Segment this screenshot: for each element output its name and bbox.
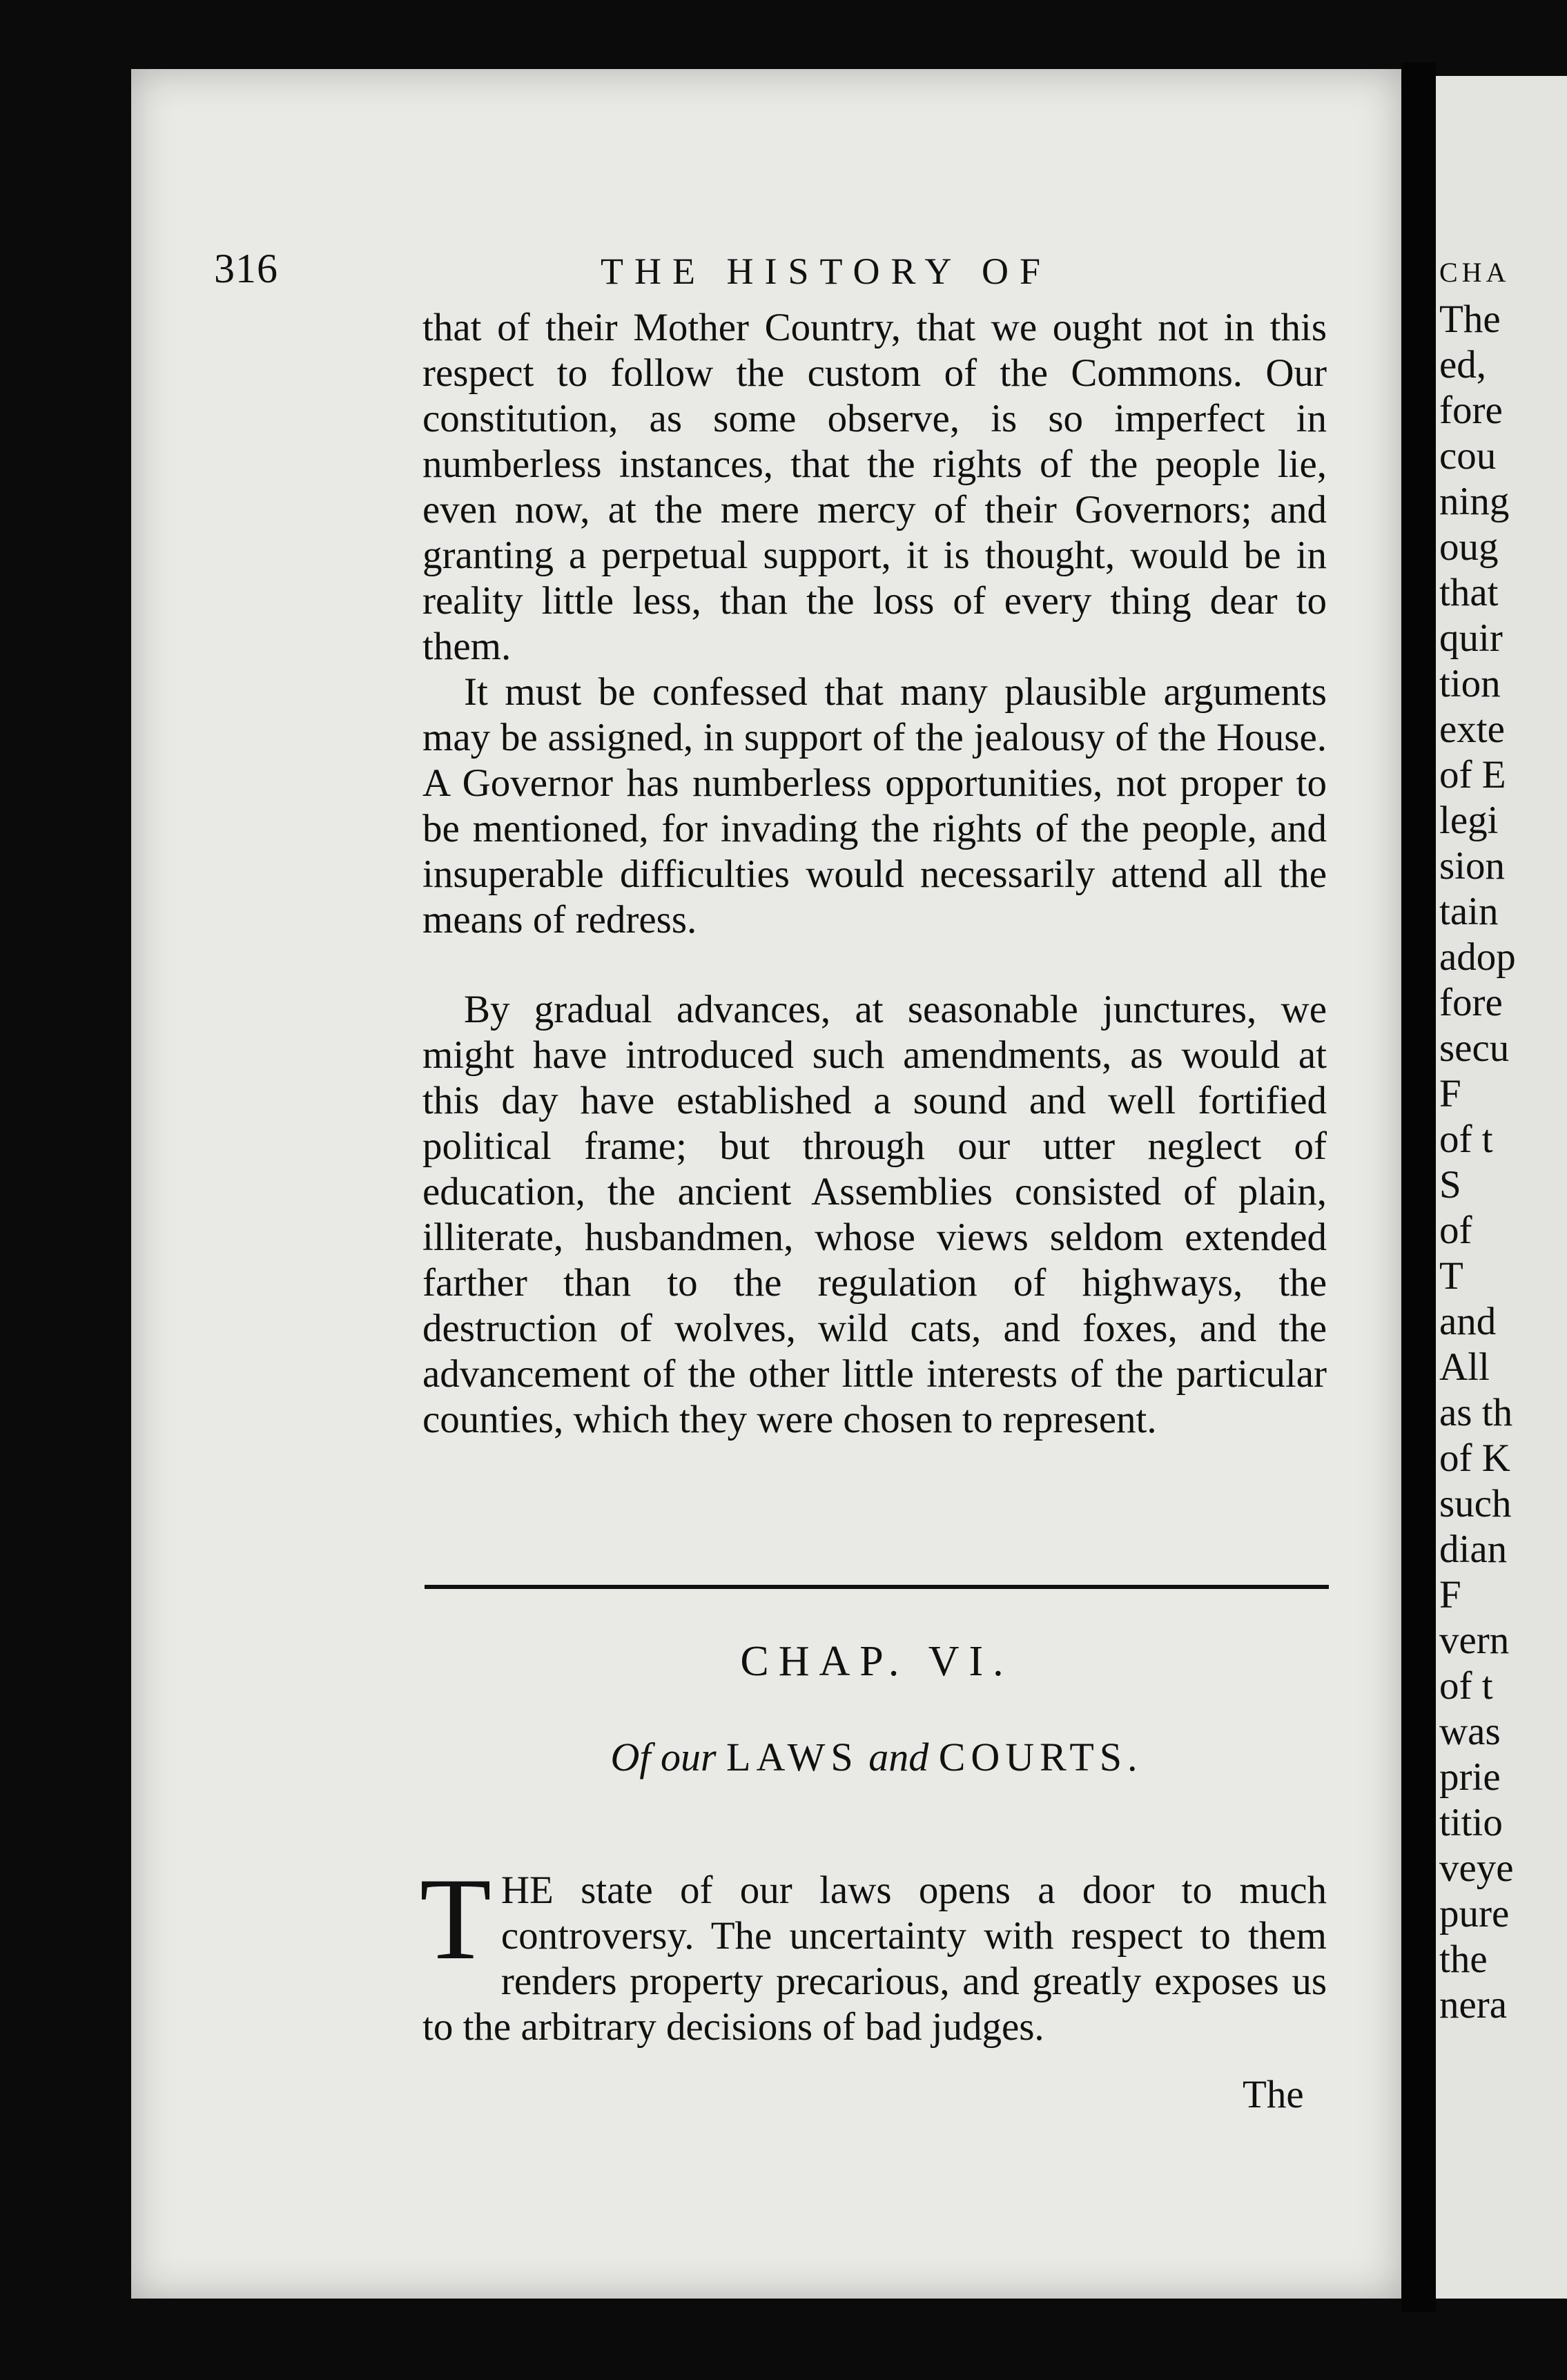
- running-head: THE HISTORY OF: [601, 251, 1052, 292]
- subtitle-word: and: [868, 1735, 929, 1779]
- right-line-fragment: tain: [1439, 890, 1499, 933]
- paragraph: [422, 670, 1327, 943]
- right-line-fragment: secu: [1439, 1026, 1510, 1070]
- paragraph-continued: [422, 305, 1327, 670]
- right-line-fragment: F: [1439, 1573, 1461, 1617]
- right-line-fragment: fore: [1439, 389, 1503, 432]
- right-line-fragment: oug: [1439, 525, 1499, 569]
- paragraph: [422, 987, 1327, 1443]
- paragraph-text: that of their Mother Country, that we ought not in this respect to follow the custom of the Commons. Our constitution, as some observe, is so imperfect in numberless instances, that the rights of the people lie, even now, at the mere mercy of their Governors; and granting a perpetual support, it is thought, would be in reality little less, than the loss of every thing dear to them.: [422, 306, 1327, 668]
- right-line-fragment: and: [1439, 1300, 1497, 1343]
- right-line-fragment: of t: [1439, 1664, 1493, 1708]
- drop-cap: T: [420, 1854, 491, 1984]
- right-line-fragment: was: [1439, 1710, 1501, 1753]
- right-line-fragment: as th: [1439, 1391, 1513, 1434]
- right-line-fragment: quir: [1439, 616, 1503, 660]
- paragraph-text: It must be confessed that many plausible arguments may be assigned, in support of the jealousy of the House. A Governor has numberless opportunities, not proper to be mentioned, for invading the rights of the people, and insuperable difficulties would necessarily attend all the means of redress.: [422, 670, 1327, 942]
- right-line-fragment: ning: [1439, 480, 1510, 523]
- right-line-fragment: legi: [1439, 799, 1499, 842]
- chapter-subtitle: [425, 1734, 1329, 1780]
- right-line-fragment: adop: [1439, 935, 1516, 979]
- right-line-fragment: The: [1439, 298, 1501, 341]
- page-number: 316: [214, 246, 278, 291]
- subtitle-word: COURTS.: [938, 1735, 1143, 1779]
- right-line-fragment: titio: [1439, 1801, 1503, 1844]
- catchword: The: [1243, 2073, 1304, 2116]
- right-line-fragment: of K: [1439, 1436, 1510, 1480]
- right-line-fragment: exte: [1439, 708, 1505, 751]
- right-line-fragment: sion: [1439, 844, 1506, 888]
- right-line-fragment: the: [1439, 1938, 1488, 1981]
- subtitle-word: LAWS: [726, 1735, 859, 1779]
- right-line-fragment: F: [1439, 1072, 1461, 1115]
- right-line-fragment: T: [1439, 1254, 1463, 1298]
- book-gutter: [1401, 62, 1436, 2312]
- subtitle-word: Of: [610, 1735, 651, 1779]
- right-line-fragment: of t: [1439, 1118, 1493, 1161]
- right-page-text-fragments: [1439, 250, 1567, 2028]
- right-line-fragment: ed,: [1439, 343, 1487, 387]
- chapter-divider-rule: [425, 1585, 1329, 1589]
- right-line-fragment: S: [1439, 1163, 1461, 1207]
- right-line-fragment: dian: [1439, 1528, 1508, 1571]
- right-line-fragment: that: [1439, 571, 1499, 614]
- paragraph-text: HE state of our laws opens a door to much controversy. The uncertainty with respect to them renders property precarious, and greatly exposes us to the arbitrary decisions of bad judges.: [422, 1869, 1327, 2049]
- right-running-head: CHA: [1439, 257, 1510, 288]
- right-line-fragment: nera: [1439, 1983, 1508, 2027]
- right-line-fragment: tion: [1439, 662, 1501, 705]
- right-line-fragment: such: [1439, 1482, 1512, 1525]
- right-line-fragment: vern: [1439, 1619, 1510, 1662]
- right-line-fragment: fore: [1439, 981, 1503, 1024]
- right-line-fragment: All: [1439, 1345, 1490, 1389]
- subtitle-word: our: [660, 1735, 717, 1779]
- right-line-fragment: prie: [1439, 1755, 1501, 1799]
- chapter-title: CHAP. VI.: [740, 1638, 1013, 1685]
- paragraph-text: By gradual advances, at seasonable junctures, we might have introduced such amendments, as would at this day have established a sound and well fortified political frame; but through our utter neglect of education, the ancient Assemblies consisted of plain, illiterate, husbandmen, whose views seldom extended farther than to the regulation of highways, the destruction of wolves, wild cats, and foxes, and the advancement of the other little interests of the particular counties, which they were chosen to represent.: [422, 988, 1327, 1441]
- chapter-opening-paragraph: [420, 1854, 1327, 2050]
- right-line-fragment: veye: [1439, 1846, 1514, 1890]
- right-line-fragment: pure: [1439, 1892, 1510, 1935]
- right-line-fragment: cou: [1439, 434, 1497, 478]
- right-line-fragment: of: [1439, 1209, 1472, 1252]
- right-line-fragment: of E: [1439, 753, 1506, 797]
